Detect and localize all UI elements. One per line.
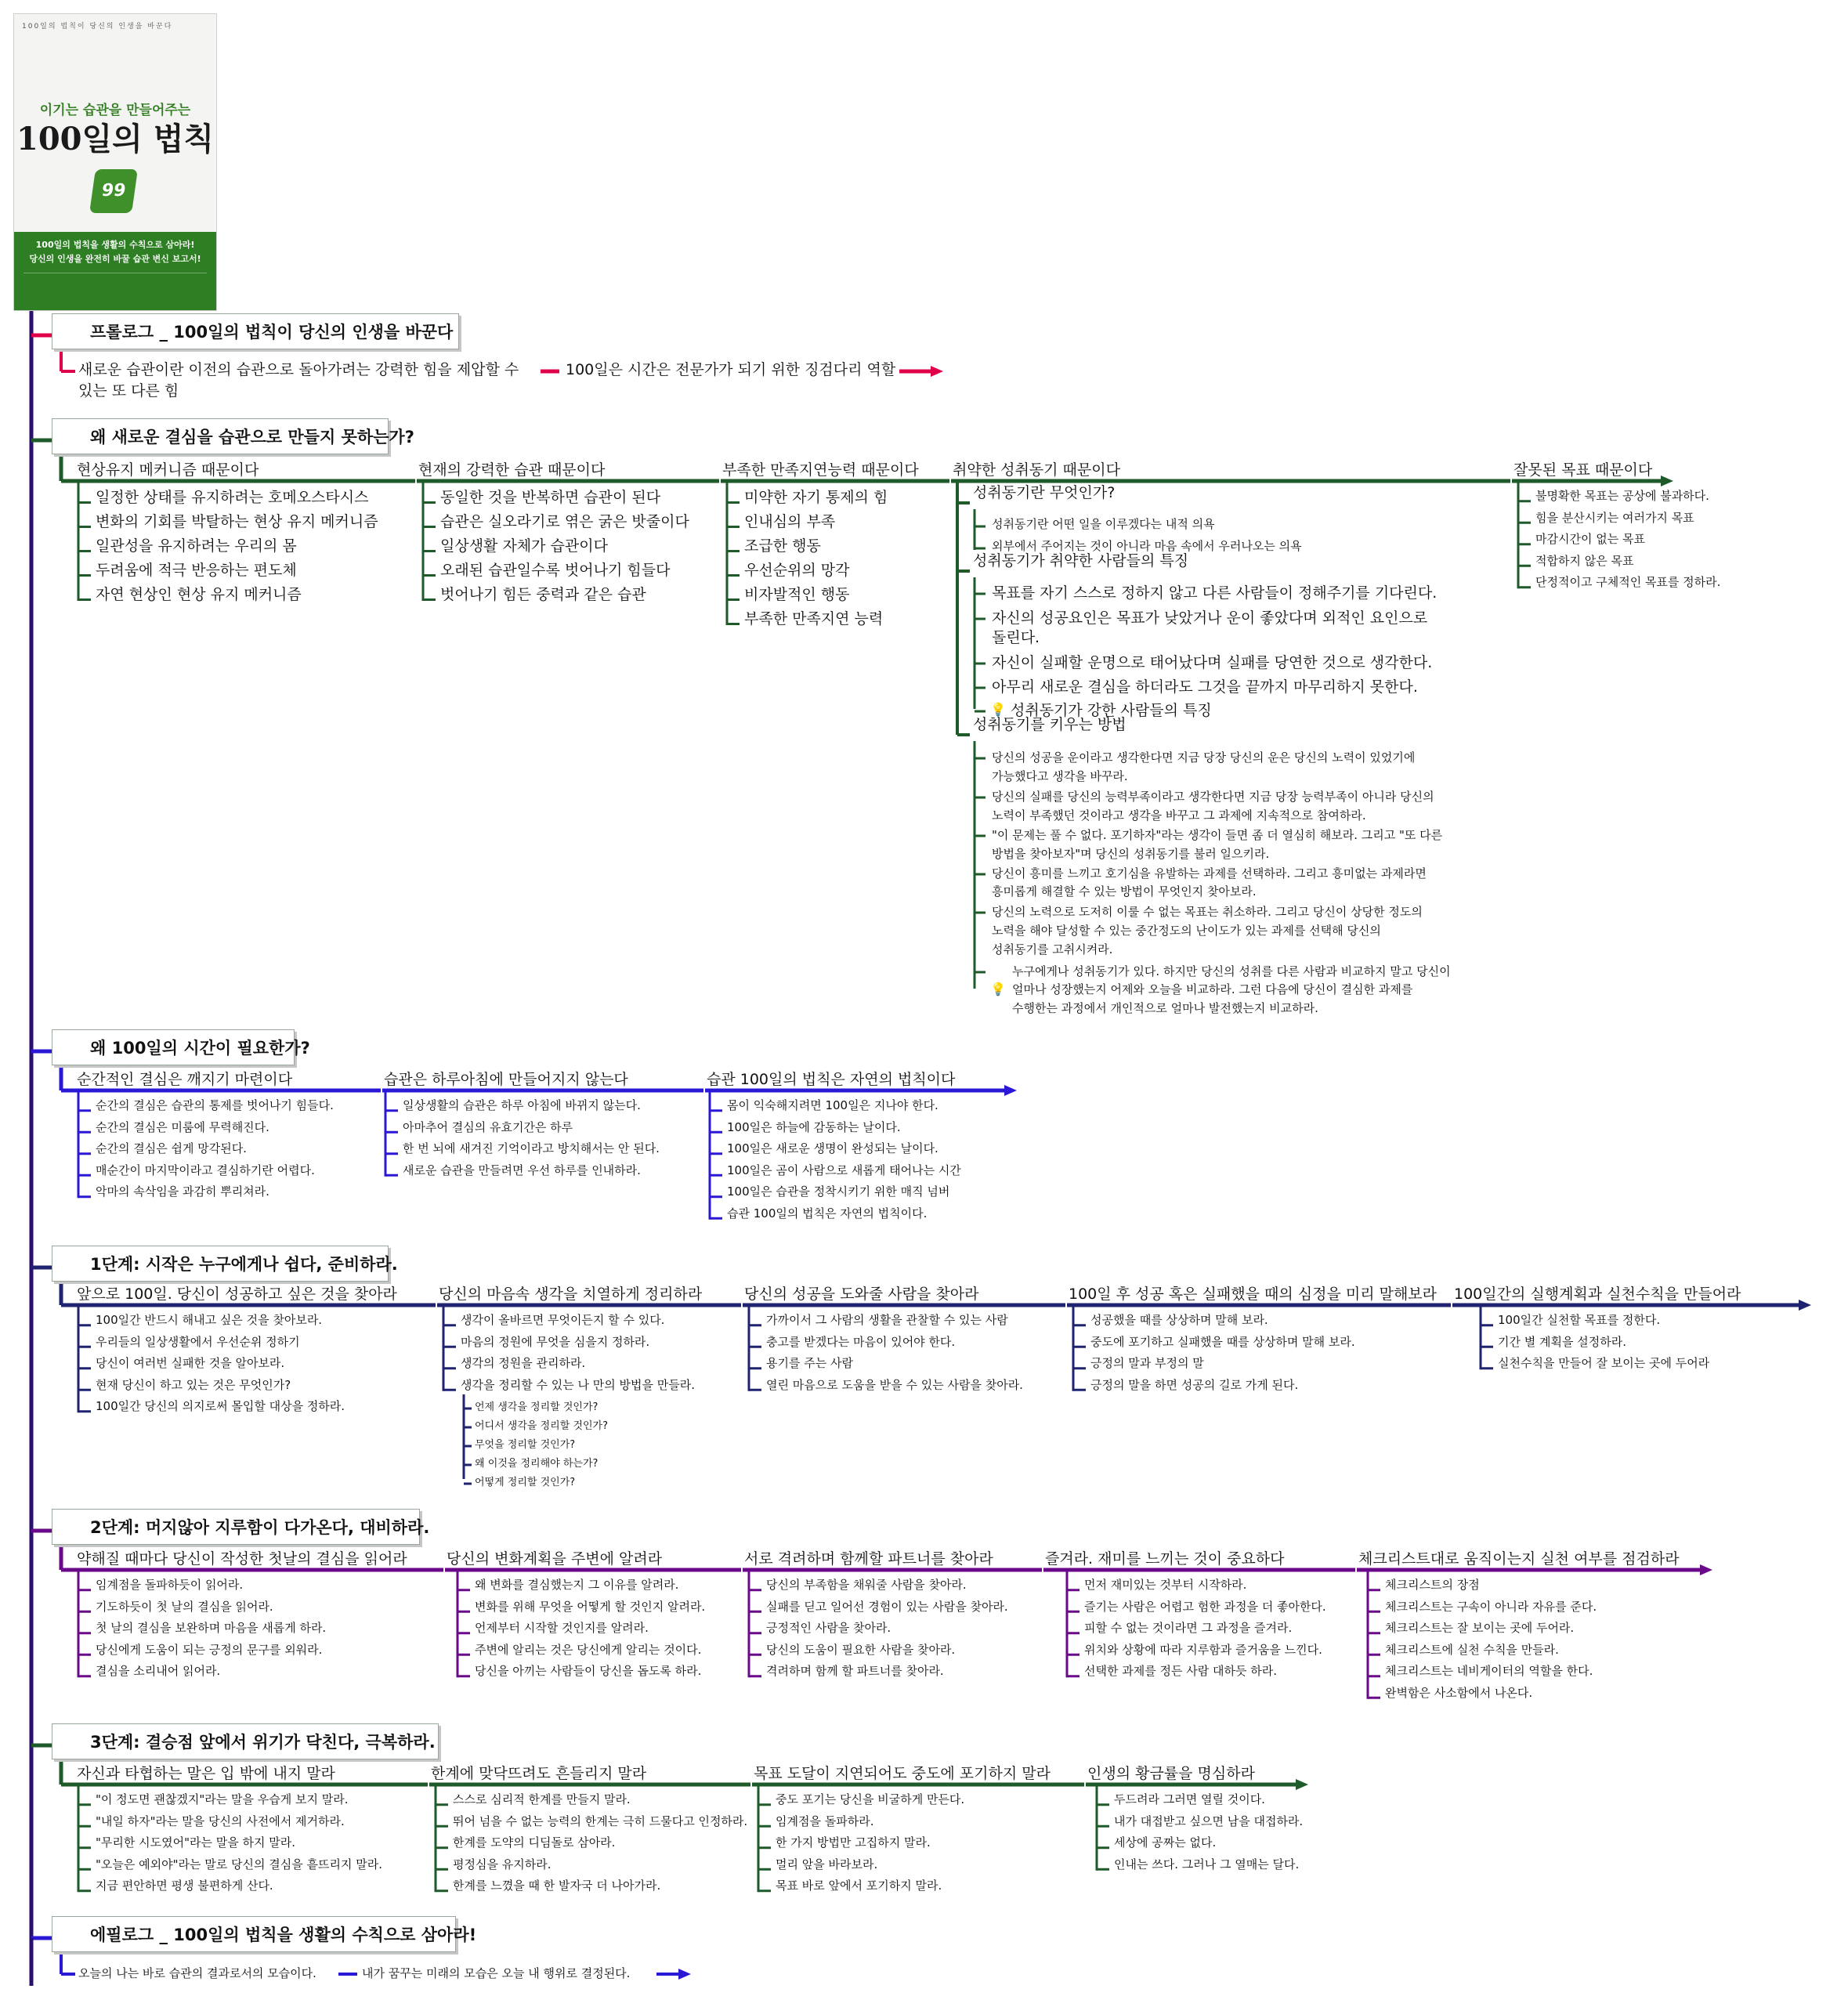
- s3-b2-item: 마음의 정원에 무엇을 심을지 정하라.: [461, 1334, 650, 1349]
- s4-b2-label: 당신의 변화계획을 주변에 알려라: [447, 1550, 663, 1568]
- s3-b4-item: 성공했을 때를 상상하며 말해 보라.: [1090, 1313, 1268, 1327]
- s4-b3-item: 당신의 도움이 필요한 사람을 찾아라.: [766, 1642, 956, 1657]
- s3-b2-sub-item: 무엇을 정리할 것인가?: [475, 1439, 576, 1451]
- book-blurb-area: [24, 273, 207, 294]
- s1-c3-line: 노력이 부족했던 것이라고 생각을 바꾸고 그 과제에 지속적으로 참여하라.: [992, 808, 1366, 823]
- s1-b2-label: 현재의 강력한 습관 때문이다: [418, 461, 606, 479]
- s3-b2-item: 생각이 올바르면 무엇이든지 할 수 있다.: [461, 1313, 665, 1327]
- book-line-1: 100일의 법칙을 생활의 수칙으로 삼아라!: [35, 240, 195, 250]
- s5-b2-item: 스스로 심리적 한계를 만들지 말라.: [453, 1792, 631, 1806]
- section-1-header[interactable]: 왜 새로운 결심을 습관으로 만들지 못하는가?: [52, 418, 389, 454]
- s3-b1-item: 현재 당신이 하고 있는 것은 무엇인가?: [96, 1377, 291, 1392]
- s1-c2-item: 자신이 실패할 운명으로 태어났다며 실패를 당연한 것으로 생각한다.: [992, 654, 1433, 671]
- s1-b5-label: 잘못된 목표 때문이다: [1513, 461, 1653, 479]
- s5-b1-item: "이 정도면 괜찮겠지"라는 말을 우습게 보지 말라.: [96, 1792, 349, 1806]
- book-top-line: 100일의 법칙이 당신의 인생을 바꾼다: [22, 23, 173, 31]
- s1-b4-sub-label: 성취동기란 무엇인가?: [973, 484, 1116, 501]
- prologue-header[interactable]: 프롤로그 _ 100일의 법칙이 당신의 인생을 바꾼다: [52, 313, 459, 349]
- s1-b2-item: 동일한 것을 반복하면 습관이 된다: [440, 489, 661, 506]
- s2-b2-label: 습관은 하루아침에 만들어지지 않는다: [384, 1071, 628, 1088]
- s4-b4-item: 선택한 과제를 정든 사람 대하듯 하라.: [1084, 1664, 1277, 1678]
- s1-c3-line: 노력을 해야 달성할 수 있는 중간정도의 난이도가 있는 과제를 선택해 당신의: [992, 924, 1381, 938]
- s1-c3-line: 방법을 찾아보자"며 당신의 성취동기를 불러 일으키라.: [992, 847, 1270, 861]
- s3-b3-item: 충고를 받겠다는 마음이 있어야 한다.: [766, 1334, 956, 1349]
- book-subtitle: 이기는 습관을 만들어주는: [39, 103, 191, 118]
- s2-b1-item: 순간의 결심은 쉽게 망각된다.: [96, 1141, 247, 1155]
- s2-b1-item: 순간의 결심은 미룸에 무력해진다.: [96, 1119, 269, 1134]
- s1-b3-item: 인내심의 부족: [744, 513, 836, 530]
- s1-b3-item: 부족한 만족지연 능력: [744, 610, 884, 627]
- s1-b4-sub-label: 성취동기가 취약한 사람들의 특징: [973, 552, 1189, 570]
- s3-b5-item: 실천수칙을 만들어 잘 보이는 곳에 두어라: [1498, 1356, 1710, 1370]
- s5-b4-item: 두드려라 그러면 열릴 것이다.: [1114, 1792, 1265, 1806]
- s3-b1-item: 100일간 당신의 의지로써 몰입할 대상을 정하라.: [96, 1399, 345, 1413]
- s4-b3-item: 실패를 딛고 일어선 경험이 있는 사람을 찾아라.: [766, 1599, 1008, 1614]
- s1-b1-item: 일정한 상태를 유지하려는 호메오스타시스: [96, 489, 369, 506]
- s4-b4-item: 피할 수 없는 것이라면 그 과정을 즐겨라.: [1084, 1621, 1293, 1635]
- s1-b2-item: 습관은 실오라기로 엮은 굵은 밧줄이다: [440, 513, 689, 530]
- s4-b1-item: 당신에게 도움이 되는 긍정의 문구를 외워라.: [96, 1642, 323, 1657]
- s2-b3-item: 100일은 새로운 생명이 완성되는 날이다.: [727, 1141, 938, 1155]
- s1-c2-item: 성취동기가 강한 사람들의 특징: [1011, 702, 1212, 719]
- s4-b2-item: 언제부터 시작할 것인지를 알려라.: [475, 1621, 649, 1635]
- s1-c1-item: 외부에서 주어지는 것이 아니라 마음 속에서 우러나오는 의욕: [992, 539, 1302, 553]
- s3-b1-item: 100일간 반드시 해내고 싶은 것을 찾아보라.: [96, 1313, 323, 1327]
- s4-b1-item: 임계점을 돌파하듯이 읽어라.: [96, 1578, 244, 1592]
- s4-b3-item: 당신의 부족함을 채워줄 사람을 찾아라.: [766, 1578, 967, 1592]
- book-line-2: 당신의 인생을 완전히 바꿀 습관 변신 보고서!: [29, 254, 201, 264]
- s1-c2-item: 자신의 성공요인은 목표가 낮았거나 운이 좋았다며 외적인 요인으로: [992, 609, 1428, 627]
- section-2-header[interactable]: 왜 100일의 시간이 필요한가?: [52, 1029, 295, 1065]
- s4-b1-label: 약해질 때마다 당신이 작성한 첫날의 결심을 읽어라: [77, 1550, 407, 1568]
- s3-b2-sub-item: 어떻게 정리할 것인가?: [475, 1477, 576, 1488]
- s4-b4-item: 위치와 상황에 따라 지루함과 즐거움을 느낀다.: [1084, 1642, 1322, 1657]
- s1-b3-label: 부족한 만족지연능력 때문이다: [722, 461, 919, 479]
- s3-b4-item: 중도에 포기하고 실패했을 때를 상상하며 말해 보라.: [1090, 1334, 1355, 1349]
- s2-b3-item: 100일은 하늘에 감동하는 날이다.: [727, 1119, 901, 1134]
- s1-c3-line: 수행한는 과정에서 개인적으로 얼마나 발전했는지 비교하라.: [1012, 1001, 1318, 1015]
- s4-b5-item: 체크리스트에 실천 수칙을 만들라.: [1385, 1642, 1559, 1657]
- lightbulb-icon: 💡: [990, 702, 1006, 717]
- s1-b1-item: 자연 현상인 현상 유지 메커니즘: [96, 586, 302, 603]
- s3-b3-item: 열린 마음으로 도움을 받을 수 있는 사람을 찾아라.: [766, 1377, 1023, 1392]
- s1-b3-item: 비자발적인 행동: [744, 586, 850, 603]
- s5-b1-item: 지금 편안하면 평생 불편하게 산다.: [96, 1879, 273, 1893]
- s4-b4-label: 즐겨라. 재미를 느끼는 것이 중요하다: [1045, 1550, 1285, 1568]
- s3-b5-item: 기간 별 계획을 설정하라.: [1498, 1334, 1626, 1349]
- s1-c2-item: 아무리 새로운 결심을 하더라도 그것을 끝까지 마무리하지 못한다.: [992, 678, 1418, 696]
- s3-b4-item: 긍정의 말을 하면 성공의 길로 가게 된다.: [1090, 1377, 1299, 1392]
- s1-b3-item: 미약한 자기 통제의 힘: [744, 489, 888, 506]
- s1-b5-item: 불명확한 목표는 공상에 불과하다.: [1535, 489, 1709, 503]
- s4-b3-item: 격려하며 함께 할 파트너를 찾아라.: [766, 1664, 944, 1678]
- s1-b5-item: 마감시간이 없는 목표: [1535, 532, 1645, 546]
- epilogue-text-1: 오늘의 나는 바로 습관의 결과로서의 모습이다.: [78, 1966, 316, 1980]
- s5-b2-item: 평정심을 유지하라.: [453, 1857, 552, 1871]
- s3-b2-sub-item: 어디서 생각을 정리할 것인가?: [475, 1420, 608, 1432]
- s2-b2-item: 한 번 뇌에 새겨진 기억이라고 방치해서는 안 된다.: [403, 1141, 660, 1155]
- s1-c2-item-cont: 돌린다.: [992, 629, 1040, 646]
- s5-b4-item: 세상에 공짜는 없다.: [1114, 1835, 1217, 1850]
- s1-b2-item: 벗어나기 힘든 중력과 같은 습관: [440, 586, 646, 603]
- s5-b4-item: 인내는 쓰다. 그러나 그 열매는 달다.: [1114, 1857, 1300, 1871]
- s4-b5-item: 완벽함은 사소함에서 나온다.: [1385, 1685, 1533, 1700]
- s5-b1-item: "무리한 시도였어"라는 말을 하지 말라.: [96, 1835, 295, 1850]
- s5-b2-item: 한계를 도약의 디딤돌로 삼아라.: [453, 1835, 616, 1850]
- s2-b3-item: 습관 100일의 법칙은 자연의 법칙이다.: [727, 1206, 928, 1220]
- s2-b1-item: 악마의 속삭임을 과감히 뿌리쳐라.: [96, 1184, 269, 1199]
- s5-b3-item: 중도 포기는 당신을 비굴하게 만든다.: [776, 1792, 965, 1806]
- s5-b3-item: 멀리 앞을 바라보라.: [776, 1857, 878, 1871]
- s4-b5-item: 체크리스트는 네비게이터의 역할을 한다.: [1385, 1664, 1593, 1678]
- s3-b1-item: 당신이 여러번 실패한 것을 알아보라.: [96, 1356, 285, 1370]
- s3-b3-item: 용기를 주는 사람: [766, 1356, 853, 1370]
- s1-c3-line: 당신의 노력으로 도저히 이룰 수 없는 목표는 취소하라. 그리고 당신이 상당한 정도의: [992, 905, 1423, 919]
- s5-b1-item: "내일 하자"라는 말을 당신의 사전에서 제거하라.: [96, 1814, 345, 1828]
- s1-c3-line: 성취동기를 고취시켜라.: [992, 942, 1113, 956]
- prologue-text-3: 100일은 시간은 전문가가 되기 위한 징검다리 역할: [566, 361, 896, 378]
- s2-b1-label: 순간적인 결심은 깨지기 마련이다: [77, 1071, 293, 1088]
- section-4-header[interactable]: 2단계: 머지않아 지루함이 다가온다, 대비하라.: [52, 1509, 420, 1545]
- prologue-arrow-icon: [931, 366, 943, 377]
- s2-b3-item: 몸이 익숙해지려면 100일은 지나야 한다.: [727, 1098, 938, 1112]
- s2-b3-label: 습관 100일의 법칙은 자연의 법칙이다: [707, 1071, 956, 1088]
- s3-b4-label: 100일 후 성공 혹은 실패했을 때의 심정을 미리 말해보라: [1069, 1286, 1438, 1303]
- book-title: 100일의 법칙: [16, 121, 214, 157]
- s5-b4-item: 내가 대접받고 싶으면 남을 대접하라.: [1114, 1814, 1304, 1828]
- prologue-text-2: 있는 또 다른 힘: [78, 382, 179, 400]
- s3-b1-item: 우리들의 일상생활에서 우선순위 정하기: [96, 1334, 300, 1349]
- s2-b3-item: 100일은 습관을 정착시키기 위한 매직 넘버: [727, 1184, 950, 1199]
- s1-c3-line: 당신의 실패를 당신의 능력부족이라고 생각한다면 지금 당장 능력부족이 아니라 당신의: [992, 790, 1434, 804]
- s5-b4-label: 인생의 황금률을 명심하라: [1087, 1765, 1255, 1782]
- section-3-header[interactable]: 1단계: 시작은 누구에게나 쉽다, 준비하라.: [52, 1246, 389, 1282]
- s4-b3-label: 서로 격려하며 함께할 파트너를 찾아라: [744, 1550, 993, 1568]
- s1-c3-line: 흥미롭게 해결할 수 있는 방법이 무엇인지 찾아보라.: [992, 884, 1257, 899]
- s1-b3-item: 우선순위의 망각: [744, 562, 850, 579]
- s1-c3-line: 누구에게나 성취동기가 있다. 하지만 당신의 성취를 다른 사람과 비교하지 말고 당신이: [1012, 964, 1451, 978]
- book-cover: [13, 13, 217, 311]
- s1-b5-arrow-icon: [1661, 476, 1673, 486]
- s4-b5-arrow-icon: [1700, 1564, 1712, 1575]
- s5-b4-arrow-icon: [1296, 1779, 1308, 1790]
- s4-b4-item: 즐기는 사람은 어렵고 험한 과정을 더 좋아한다.: [1084, 1599, 1326, 1614]
- s1-c3-line: 당신이 흥미를 느끼고 호기심을 유발하는 과제를 선택하라. 그리고 흥미없는 과제라면: [992, 866, 1427, 881]
- epilogue-arrow-icon: [678, 1969, 691, 1980]
- s1-b2-item: 오래된 습관일수록 벗어나기 힘들다: [440, 562, 671, 579]
- s3-b5-item: 100일간 실천할 목표를 정한다.: [1498, 1313, 1661, 1327]
- s3-b2-item: 생각을 정리할 수 있는 나 만의 방법을 만들라.: [461, 1377, 695, 1392]
- s4-b4-item: 먼저 재미있는 것부터 시작하라.: [1084, 1578, 1247, 1592]
- s5-b1-item: "오늘은 예외야"라는 말로 당신의 결심을 흩뜨리지 말라.: [96, 1857, 382, 1871]
- s4-b2-item: 당신을 아끼는 사람들이 당신을 돕도록 하라.: [475, 1664, 702, 1678]
- s4-b5-item: 체크리스트의 장점: [1385, 1578, 1480, 1592]
- s5-b3-item: 목표 바로 앞에서 포기하지 말라.: [776, 1879, 942, 1893]
- s1-b1-item: 일관성을 유지하려는 우리의 몸: [96, 537, 297, 555]
- s4-b5-item: 체크리스트는 잘 보이는 곳에 두어라.: [1385, 1621, 1575, 1635]
- s5-b2-label: 한계에 맞닥뜨려도 흔들리지 말라: [431, 1765, 647, 1782]
- s2-b2-item: 일상생활의 습관은 하루 아침에 바뀌지 않는다.: [403, 1098, 641, 1112]
- s1-b4-label: 취약한 성취동기 때문이다: [953, 461, 1120, 479]
- s4-b1-item: 첫 날의 결심을 보완하며 마음을 새롭게 하라.: [96, 1621, 327, 1635]
- s4-b5-label: 체크리스트대로 움직이는지 실천 여부를 점검하라: [1358, 1550, 1680, 1568]
- s1-c3-line: "이 문제는 풀 수 없다. 포기하자"라는 생각이 들면 좀 더 열심히 해보라. 그리고 "또 다른: [992, 828, 1443, 842]
- s1-b5-item: 적합하지 않은 목표: [1535, 553, 1634, 568]
- s5-b3-item: 한 가지 방법만 고집하지 말라.: [776, 1835, 931, 1850]
- s4-b2-item: 왜 변화를 결심했는지 그 이유를 알려라.: [475, 1578, 679, 1592]
- s1-c2-item: 목표를 자기 스스로 정하지 않고 다른 사람들이 정해주기를 기다린다.: [992, 584, 1438, 602]
- s1-b5-item: 힘을 분산시키는 여러가지 목표: [1535, 510, 1694, 525]
- s1-c3-line: 당신의 성공을 운이라고 생각한다면 지금 당장 당신의 운은 당신의 노력이 있었기에: [992, 750, 1416, 765]
- s1-c3-line: 얼마나 성장했는지 어제와 오늘을 비교하라. 그런 다음에 당신이 결심한 과제를: [1012, 982, 1413, 996]
- s5-b3-label: 목표 도달이 지연되어도 중도에 포기하지 말라: [754, 1765, 1051, 1782]
- lightbulb-icon: 💡: [990, 982, 1006, 996]
- s1-b2-item: 일상생활 자체가 습관이다: [440, 537, 608, 555]
- s1-b3-item: 조급한 행동: [744, 537, 821, 555]
- s4-b2-item: 주변에 알리는 것은 당신에게 알리는 것이다.: [475, 1642, 702, 1657]
- epilogue-header[interactable]: 에필로그 _ 100일의 법칙을 생활의 수칙으로 삼아라!: [52, 1916, 456, 1952]
- s2-b3-item: 100일은 곰이 사람으로 새롭게 태어나는 시간: [727, 1163, 961, 1177]
- s3-b3-label: 당신의 성공을 도와줄 사람을 찾아라: [744, 1286, 979, 1303]
- s2-b2-item: 아마추어 결심의 유효기간은 하루: [403, 1119, 573, 1134]
- s1-b1-item: 변화의 기회를 박탈하는 현상 유지 메커니즘: [96, 513, 378, 530]
- s1-b1-label: 현상유지 메커니즘 때문이다: [77, 461, 259, 479]
- s3-b1-label: 앞으로 100일. 당신이 성공하고 싶은 것을 찾아라: [77, 1286, 397, 1303]
- s5-b2-item: 한계를 느꼈을 때 한 발자국 더 나아가라.: [453, 1879, 661, 1893]
- epilogue-text-2: 내가 꿈꾸는 미래의 모습은 오늘 내 행위로 결정된다.: [362, 1966, 631, 1980]
- s2-b2-item: 새로운 습관을 만들려면 우선 하루를 인내하라.: [403, 1163, 641, 1177]
- s4-b3-item: 긍정적인 사람을 찾아라.: [766, 1621, 891, 1635]
- s2-b3-arrow-icon: [1004, 1085, 1017, 1096]
- s4-b1-item: 기도하듯이 첫 날의 결심을 읽어라.: [96, 1599, 273, 1614]
- s1-c1-item: 성취동기란 어떤 일을 이루겠다는 내적 의욕: [992, 517, 1215, 531]
- s3-b2-label: 당신의 마음속 생각을 치열하게 정리하라: [439, 1286, 703, 1303]
- s4-b2-item: 변화를 위해 무엇을 어떻게 할 것인지 알려라.: [475, 1599, 706, 1614]
- s5-b3-item: 임계점을 돌파하라.: [776, 1814, 874, 1828]
- s3-b4-item: 긍정의 말과 부정의 말: [1090, 1356, 1204, 1370]
- s1-b1-item: 두려움에 적극 반응하는 편도체: [96, 562, 297, 579]
- s3-b2-sub-item: 왜 이것을 정리해야 하는가?: [475, 1458, 599, 1470]
- section-5-header[interactable]: 3단계: 결승점 앞에서 위기가 닥친다, 극복하라.: [52, 1723, 439, 1759]
- s1-b5-item: 단정적이고 구체적인 목표를 정하라.: [1535, 575, 1721, 589]
- s3-b5-arrow-icon: [1799, 1300, 1811, 1311]
- s3-b2-sub-item: 언제 생각을 정리할 것인가?: [475, 1401, 599, 1413]
- s2-b1-item: 순간의 결심은 습관의 통제를 벗어나기 힘들다.: [96, 1098, 334, 1112]
- s1-b4-sub-label: 성취동기를 키우는 방법: [973, 716, 1127, 733]
- book-logo-icon: 99: [89, 169, 138, 213]
- s3-b3-item: 가까이서 그 사람의 생활을 관찰할 수 있는 사람: [766, 1313, 1008, 1327]
- s4-b5-item: 체크리스트는 구속이 아니라 자유를 준다.: [1385, 1599, 1597, 1614]
- s1-c3-line: 가능했다고 생각을 바꾸라.: [992, 769, 1128, 783]
- s2-b1-item: 매순간이 마지막이라고 결심하기란 어렵다.: [96, 1163, 315, 1177]
- s3-b2-item: 생각의 정원을 관리하라.: [461, 1356, 586, 1370]
- prologue-text-1: 새로운 습관이란 이전의 습관으로 돌아가려는 강력한 힘을 제압할 수: [78, 361, 519, 378]
- s5-b2-item: 뛰어 넘을 수 없는 능력의 한계는 극히 드물다고 인정하라.: [453, 1814, 748, 1828]
- s5-b1-label: 자신과 타협하는 말은 입 밖에 내지 말라: [77, 1765, 335, 1782]
- s4-b1-item: 결심을 소리내어 읽어라.: [96, 1664, 221, 1678]
- s3-b5-label: 100일간의 실행계획과 실천수칙을 만들어라: [1454, 1286, 1741, 1303]
